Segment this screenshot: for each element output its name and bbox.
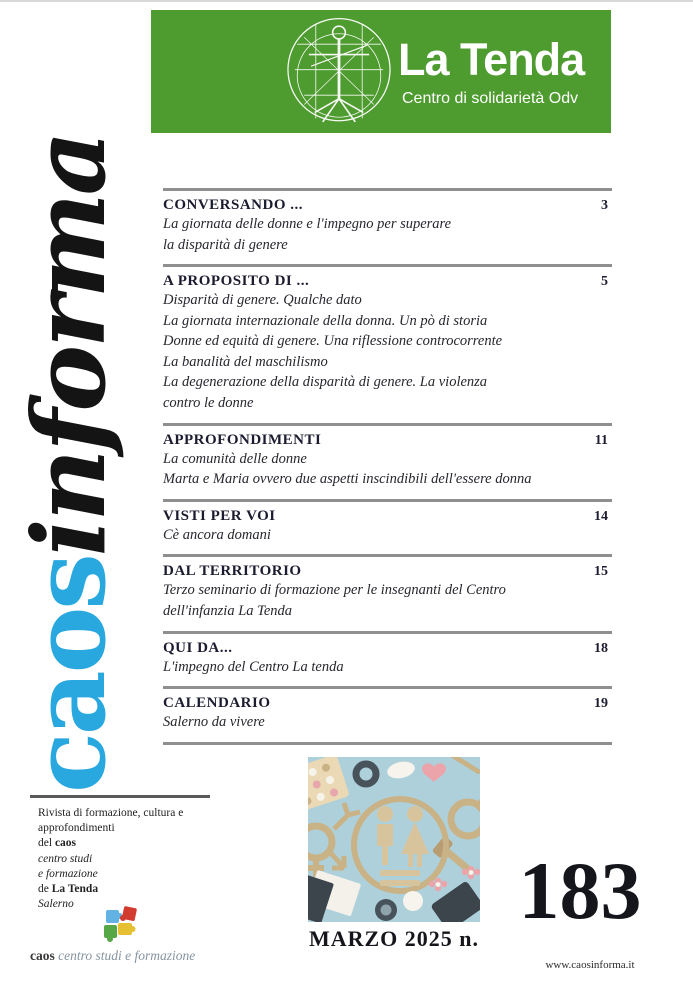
publisher-text: Salerno (38, 898, 74, 911)
publisher-line (38, 882, 213, 897)
toc-subtitle-line: Disparità di genere. Qualche dato (163, 292, 362, 309)
publisher-line (38, 821, 213, 836)
toc-section-header (163, 432, 612, 449)
toc-section-header (163, 197, 612, 214)
toc-section-header (163, 695, 612, 712)
website-url: www.caosinforma.it (545, 959, 635, 971)
caos-logo-caos: caos (30, 948, 55, 963)
toc-subtitle-line: dell'infanzia La Tenda (163, 602, 293, 619)
toc-page-number: 15 (594, 564, 608, 580)
caos-logo-wordmark (30, 948, 240, 964)
toc-subtitle-line: La giornata internazionale della donna. Un pò di storia (163, 312, 488, 329)
scan-artifact-line (0, 0, 693, 2)
toc-subtitle-line: L'impegno del Centro La tenda (163, 658, 344, 675)
toc-subtitle-line: Donne ed equità di genere. Una riflessione controcorrente (163, 333, 503, 350)
toc-subtitle-block (163, 712, 612, 733)
puzzle-logo-icon (92, 906, 144, 950)
publisher-text: Rivista di formazione, cultura e (38, 807, 184, 819)
toc-section-title: CONVERSANDO ... (163, 197, 304, 213)
toc-section (163, 631, 612, 687)
toc-subtitle-line: Marta e Maria ovvero due aspetti inscindibili dell'essere donna (163, 471, 532, 488)
publisher-text: de (38, 882, 52, 895)
toc-subtitle-line: La banalità del maschilismo (163, 353, 328, 370)
publisher-divider (30, 795, 210, 798)
toc-subtitle-line: La giornata delle donne e l'impegno per superare (163, 216, 452, 232)
publisher-line (38, 806, 213, 821)
toc-section-header (163, 563, 612, 580)
header-banner (151, 10, 611, 133)
brand-title: La Tenda (398, 34, 585, 85)
toc-subtitle-block (163, 657, 612, 678)
toc-section (163, 264, 612, 422)
toc-subtitle-line: Cè ancora domani (163, 526, 271, 543)
toc-page-number: 11 (594, 432, 608, 448)
publisher-text: caos (54, 837, 77, 850)
brand-subtitle: Centro di solidarietà Odv (402, 90, 579, 107)
toc-subtitle-line: la disparità di genere (163, 236, 288, 253)
masthead-informa: informa (10, 133, 128, 557)
toc-subtitle-block (163, 449, 612, 490)
toc-subtitle-line: Terzo seminario di formazione per le insegnanti del Centro (163, 582, 506, 599)
toc-section-header (163, 508, 612, 525)
toc-section-title: DAL TERRITORIO (163, 563, 302, 580)
publisher-text: e formazione (38, 867, 98, 880)
toc-section (163, 499, 612, 555)
toc-section-header (163, 273, 612, 290)
publisher-text: del (38, 837, 55, 850)
toc-section (163, 686, 612, 745)
toc-page-number: 5 (601, 274, 608, 290)
publisher-line (38, 852, 213, 867)
toc-page-number: 14 (594, 508, 608, 524)
vitruvian-man-icon (281, 14, 397, 130)
toc-subtitle-block (163, 214, 612, 255)
toc-subtitle-block (163, 580, 612, 621)
toc-section-title: A PROPOSITO DI ... (163, 273, 310, 290)
toc-section-title: CALENDARIO (163, 695, 271, 712)
issue-number: 183 (518, 845, 642, 936)
issue-month-label: MARZO 2025 n. (308, 926, 480, 951)
toc-section-title: VISTI PER VOI (163, 507, 276, 524)
toc-section-title: QUI DA... (163, 639, 233, 656)
toc-section (163, 423, 612, 499)
toc-subtitle-line: La degenerazione della disparità di genere. La violenza (163, 374, 488, 391)
publisher-line (38, 836, 213, 851)
caos-logo-rest: centro studi e formazione (54, 948, 196, 963)
toc-subtitle-line: La comunità delle donne (163, 450, 307, 467)
toc-section-title: APPROFONDIMENTI (163, 431, 322, 448)
masthead-vertical-title (10, 133, 128, 793)
toc-page-number: 19 (594, 696, 608, 712)
publisher-text: centro studi (38, 852, 93, 865)
toc-subtitle-block (163, 290, 612, 413)
publisher-text: approfondimenti (38, 822, 115, 835)
publisher-line (38, 867, 213, 882)
toc-subtitle-line: contro le donne (163, 395, 254, 412)
publisher-text: La Tenda (51, 882, 99, 895)
toc-subtitle-line: Salerno da vivere (163, 714, 265, 731)
table-of-contents (163, 188, 612, 745)
toc-section-header (163, 640, 612, 657)
toc-page-number: 18 (594, 640, 608, 656)
masthead-caos: caos (10, 556, 128, 793)
toc-page-number: 3 (601, 198, 608, 213)
cover-photo-illustration (308, 757, 480, 922)
toc-section (163, 554, 612, 630)
toc-section (163, 188, 612, 264)
publisher-info (38, 806, 213, 912)
cover-photo-gender-equality (308, 757, 480, 922)
toc-subtitle-block (163, 525, 612, 546)
